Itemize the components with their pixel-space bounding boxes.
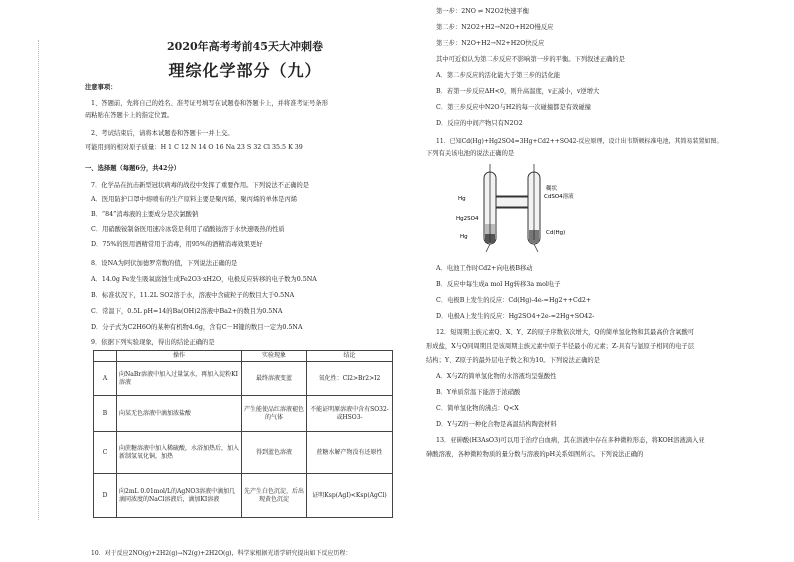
experiment-table — [93, 350, 393, 518]
phenomenon-cell: 先产生白色沉淀，后出现黄色沉淀 — [242, 474, 307, 518]
mechanism-step-3: 第三步：N2O+H2→N2+H2O快反应 — [436, 40, 545, 47]
notice-1-cont: 码粘贴在答题卡上的指定位置。 — [85, 112, 174, 119]
row-label: A — [94, 362, 117, 396]
operation-cell: 向蔗糖溶液中加入稀硫酸，水浴加热后，加入新制氢氧化铜，加热 — [117, 432, 242, 474]
table-row — [94, 362, 393, 396]
atomic-masses: 可能用到的相对原子质量：H 1 C 12 N 14 O 16 Na 23 S 32 Cl 35.5 K 39 — [85, 144, 303, 151]
table-row — [94, 432, 393, 474]
phenomenon-cell: 得到蓝色溶液 — [242, 432, 307, 474]
q11-option-b: B．反应中每生成a mol Hg转移3a mol电子 — [436, 281, 561, 288]
table-header: 操作 — [117, 351, 242, 362]
q7-option-d: D．75%的医用酒精常用于消毒，用95%的酒精消毒效果更好 — [91, 241, 263, 248]
question-12: 12．短周期主族元素Q、X、Y、Z的原子序数依次增大，Q的简单氢化物和其最高价含氧酸可 — [436, 329, 695, 336]
q10-option-d: D．反应的中间产物只有N2O2 — [436, 120, 523, 127]
phenomenon-cell: 最终溶液变蓝 — [242, 362, 307, 396]
conclusion-cell: 氧化性：Cl2>Br2>I2 — [307, 362, 393, 396]
notice-heading: 注意事项： — [85, 84, 117, 91]
q12-option-d: D．Y与Z的一种化合物是高温结构陶瓷材料 — [436, 421, 557, 428]
notice-1: 1、答题前，先将自己的姓名、准考证号填写在试题卷和答题卡上，并将准考证号条形 — [91, 100, 328, 107]
label-hg-top: Hg — [458, 196, 466, 202]
q10-option-a: A．第二步反应的活化能大于第三步的活化能 — [436, 72, 561, 79]
table-row — [94, 474, 393, 518]
table-row — [94, 396, 393, 432]
label-hg: Hg — [460, 234, 468, 240]
question-9: 9．依据下列实验现象，得出的结论正确的是 — [91, 339, 215, 346]
label-hg2so4: Hg2SO4 — [456, 216, 479, 222]
operation-cell: 向某无色溶液中滴加浓盐酸 — [117, 396, 242, 432]
label-cdhg: Cd(Hg) — [546, 230, 566, 236]
label-paste: 糊状 — [546, 186, 558, 192]
question-11: 11．已知Cd(Hg)+Hg2SO4=3Hg+Cd2++SO42-反应原理，设计出韦斯顿标准电池，其简易装置如图。 — [436, 138, 723, 145]
mechanism-step-2: 第二步：N2O2+H2→N2O+H2O慢反应 — [436, 24, 554, 31]
exam-subtitle: 理综化学部分（九） — [168, 61, 322, 80]
table-header — [94, 351, 117, 362]
question-10: 10．对于反应2NO(g)+2H2(g)→N2(g)+2H2O(g)，科学家根据光谱学研究提出如下反应历程： — [91, 550, 352, 557]
row-label: C — [94, 432, 117, 474]
question-13: 13．亚砷酸(H3AsO3)可以用于治疗白血病，其在溶液中存在多种微粒形态，将KOH溶液滴入亚 — [436, 437, 705, 444]
q8-option-c: C．常温下，0.5L pH=14的Ba(OH)2溶液中Ba2+的数目为0.5NA — [91, 308, 283, 315]
table-header: 实验现象 — [242, 351, 307, 362]
q12-option-c: C．简单氢化物的沸点：Q<X — [436, 405, 519, 412]
table-header-row — [94, 351, 393, 362]
label-cdso4: CdSO4溶液 — [544, 194, 574, 200]
notice-2: 2、考试结束后，请将本试题卷和答题卡一并上交。 — [91, 130, 234, 137]
q7-option-b: B．“84”消毒液的主要成分是次氯酸钠 — [91, 211, 199, 218]
question-8: 8．设NA为阿伏加德罗常数的值，下列说法正确的是 — [91, 260, 238, 267]
operation-cell: 向NaBr溶液中加入过量氯水，再加入淀粉KI溶液 — [117, 362, 242, 396]
q8-option-a: A．14.0g Fe发生吸氧腐蚀生成Fe2O3·xH2O，电极反应转移的电子数为0.5NA — [91, 276, 317, 283]
row-label: B — [94, 396, 117, 432]
question-12-cont2: 结构；Y、Z原子的最外层电子数之和为10。下列说法正确的是 — [426, 357, 600, 364]
q11-option-c: C．电极B上发生的反应：Cd(Hg)-4e-=Hg2++Cd2+ — [436, 297, 592, 304]
mechanism-step-1: 第一步：2NO ⇌ N2O2快速平衡 — [436, 8, 530, 15]
weston-cell-figure — [456, 162, 576, 257]
table-header: 结论 — [307, 351, 393, 362]
conclusion-cell: 证明Ksp(AgI)<Ksp(AgCl) — [307, 474, 393, 518]
q10-stem: 其中可近似认为第二步反应不影响第一步的平衡。下列叙述正确的是 — [436, 56, 625, 63]
exam-title: 2020年高考考前45天大冲刺卷 — [167, 40, 323, 53]
question-12-cont1: 形成盐，X与Q同周期且是该周期主族元素中原子半径最小的元素；Z-具有与氩原子相同的电子层 — [426, 343, 695, 350]
phenomenon-cell: 产生能使品红溶液褪色的气体 — [242, 396, 307, 432]
q12-option-b: B．Y单质常温下能溶于浓硝酸 — [436, 389, 521, 396]
q11-option-a: A．电池工作时Cd2+向电极B移动 — [436, 265, 533, 272]
q10-option-b: B．若第一步反应ΔH<0，则升高温度，v正减小，v逆增大 — [436, 88, 600, 95]
operation-cell: 向2mL 0.01mol/L的AgNO3溶液中滴加几滴同浓度的NaCl溶液后，滴加KI溶液 — [117, 474, 242, 518]
conclusion-cell: 不能证明原溶液中含有SO32-或HSO3- — [307, 396, 393, 432]
q10-option-c: C．第三步反应中N2O与H2的每一次碰撞都是有效碰撞 — [436, 104, 591, 111]
question-7: 7．化学品在抗击新型冠状病毒的战役中发挥了重要作用。下列说法不正确的是 — [91, 182, 310, 189]
question-11-cont: 下列有关该电池的说法正确的是 — [426, 150, 515, 157]
conclusion-cell: 蔗糖水解产物没有还原性 — [307, 432, 393, 474]
q7-option-c: C．用硝酸铵制备医用速冷冰袋是利用了硝酸铵溶于水快速吸热的性质 — [91, 226, 285, 233]
question-13-cont: 砷酸溶液，各种微粒物质的量分数与溶液的pH关系如图所示。下列说法正确的 — [426, 451, 644, 458]
q12-option-a: A．X与Z的简单氢化物的水溶液均呈强酸性 — [436, 373, 557, 380]
q11-option-d: D．电极A上发生的反应：Hg2SO4+2e-=2Hg+SO42- — [436, 313, 595, 320]
q8-option-d: D．分子式为C2H6O的某种有机物4.6g，含有C－H键的数目一定为0.5NA — [91, 324, 303, 331]
binding-margin — [38, 40, 40, 520]
q7-option-a: A．医用防护口罩中熔喷布的生产原料主要是聚丙烯，聚丙烯的单体是丙烯 — [91, 196, 298, 203]
section-heading: 一、选择题（每题6分，共42分） — [85, 165, 181, 172]
row-label: D — [94, 474, 117, 518]
q8-option-b: B．标准状况下，11.2L SO2溶于水，溶液中含硫粒子的数目大于0.5NA — [91, 292, 295, 299]
